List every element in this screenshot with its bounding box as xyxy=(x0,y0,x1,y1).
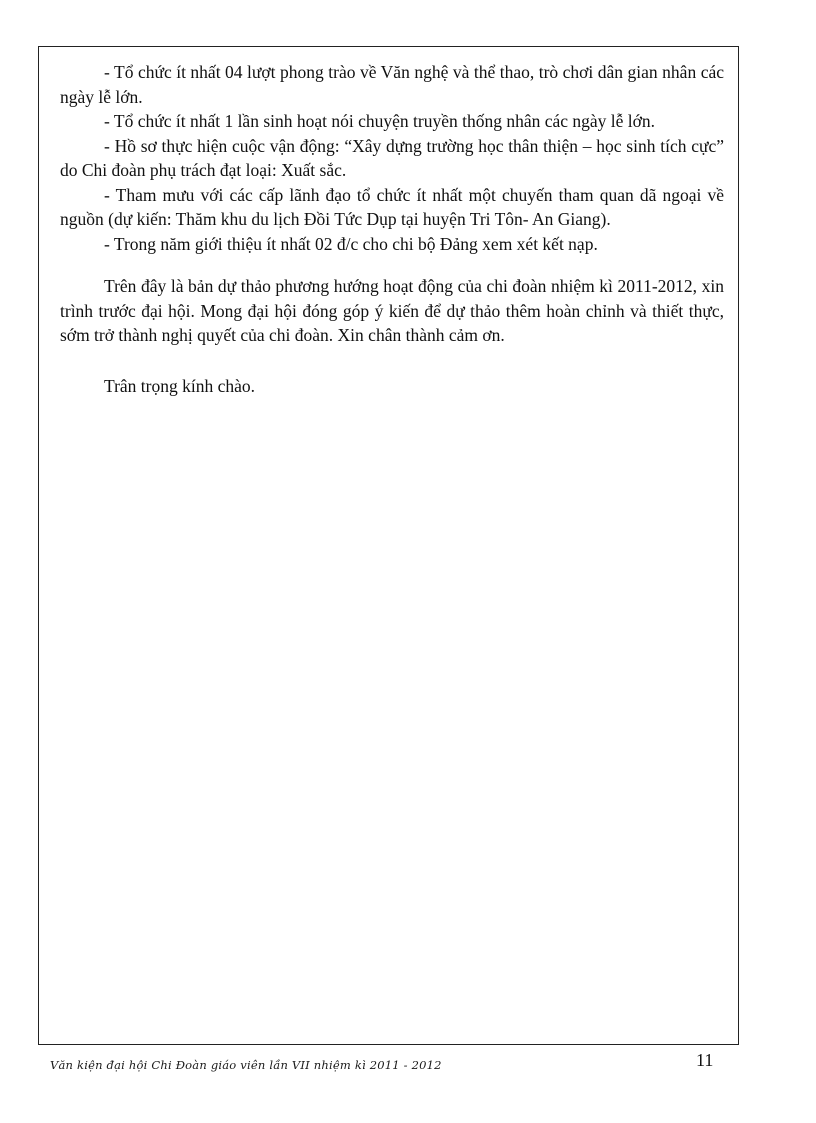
paragraph-activities: - Tổ chức ít nhất 04 lượt phong trào về Văn nghệ và thể thao, trò chơi dân gian nhân các ngày lễ lớn. xyxy=(60,62,724,107)
paragraph-closing: Trên đây là bản dự thảo phương hướng hoạt động của chi đoàn nhiệm kì 2011-2012, xin trình trước đại hội. Mong đại hội đóng góp ý kiến để dự thảo thêm hoàn chỉnh và thiết thực, sớm trở thành nghị quyết của chi đoàn. Xin chân thành cảm ơn. xyxy=(60,276,724,345)
paragraph-tradition-talk: - Tổ chức ít nhất 1 lần sinh hoạt nói chuyện truyền thống nhân các ngày lễ lớn. xyxy=(104,111,656,131)
paragraph-field-trip: - Tham mưu với các cấp lãnh đạo tổ chức ít nhất một chuyến tham quan dã ngoại về nguồn (dự kiến: Thăm khu du lịch Đồi Tức Dụp tại huyện Tri Tôn- An Giang). xyxy=(60,184,724,229)
paragraph-party-recommendation: - Trong năm giới thiệu ít nhất 02 đ/c cho chi bộ Đảng xem xét kết nạp. xyxy=(104,233,598,254)
paragraph-greeting: Trân trọng kính chào. xyxy=(104,375,256,396)
page-number: 11 xyxy=(696,1050,714,1070)
document-body xyxy=(60,60,724,398)
footer-title: Văn kiện đại hội Chi Đoàn giáo viên lần VII nhiệm kì 2011 - 2012 xyxy=(50,1058,442,1072)
paragraph-campaign-record: - Hồ sơ thực hiện cuộc vận động: “Xây dựng trường học thân thiện – học sinh tích cực” do Chi đoàn phụ trách đạt loại: Xuất sắc. xyxy=(60,135,724,180)
